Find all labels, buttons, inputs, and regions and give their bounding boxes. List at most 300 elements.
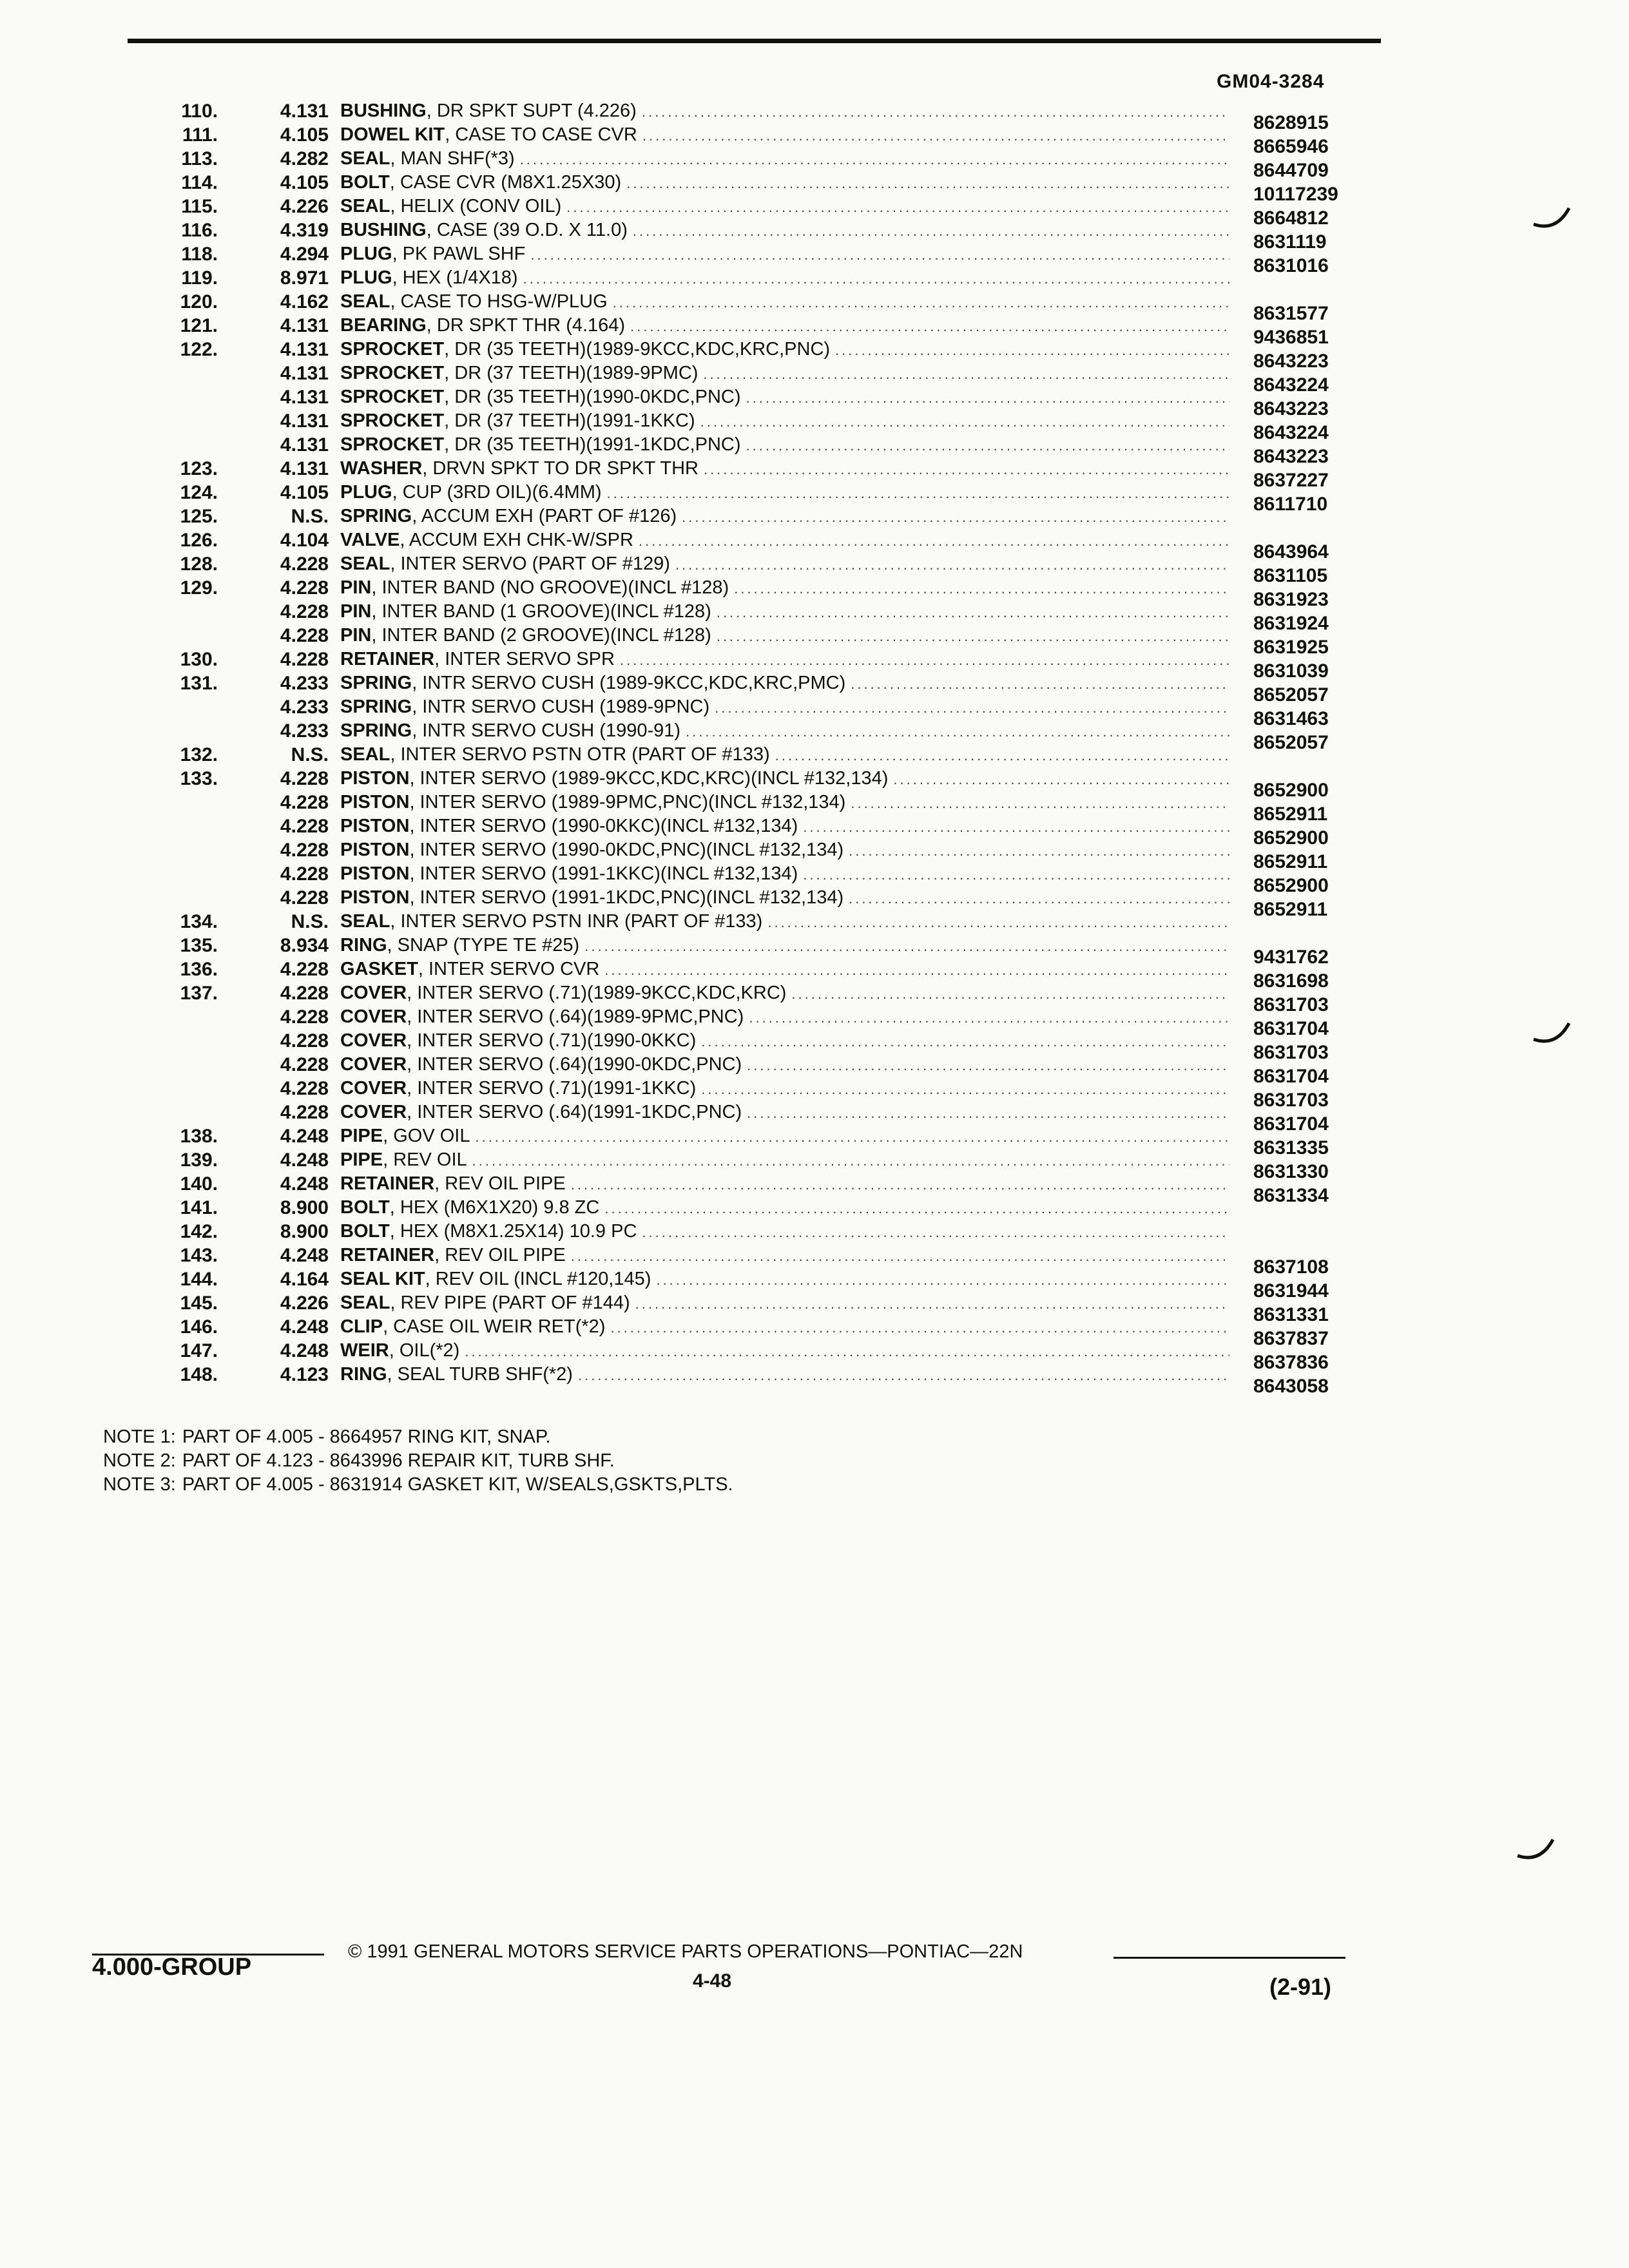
part-number: 8631119 [1253,231,1327,253]
part-detail: , DR (37 TEETH)(1991-1KKC) [444,410,695,431]
part-detail: , INTER SERVO (1989-9PMC,PNC)(INCL #132,134) [409,792,846,812]
part-name: PISTON [340,768,410,789]
group-number: 4.105 [280,172,329,193]
part-detail: , CASE (39 O.D. X 11.0) [426,220,628,240]
part-number: 8637837 [1253,1328,1329,1349]
part-detail: , INTER SERVO CVR [418,959,600,979]
table-row [0,1148,1629,1182]
part-description [340,505,1229,529]
part-number: 8643224 [1253,374,1329,396]
part-description [340,910,1229,934]
group-number: 4.228 [280,768,329,789]
part-description [340,1148,1229,1173]
part-number: 8631704 [1253,1066,1329,1087]
group-number: 4.228 [280,863,329,885]
part-detail: , CASE OIL WEIR RET(*2) [383,1316,606,1337]
part-description [340,1077,1229,1101]
part-description [340,266,1229,291]
item-number: 144. [180,1269,218,1290]
part-detail: , DR (35 TEETH)(1991-1KDC,PNC) [444,434,741,455]
table-row [0,1220,1629,1244]
part-number: 8637227 [1253,470,1329,491]
part-name: RING [340,1364,387,1385]
part-name: PIN [340,577,372,598]
table-row [0,957,1629,992]
part-name: SEAL [340,553,390,574]
item-number: 120. [180,291,218,312]
item-number: 114. [181,172,218,193]
item-number: 135. [180,935,218,956]
table-row [0,99,1629,133]
group-number: 4.228 [280,577,329,599]
part-description [340,481,1229,505]
part-number: 8643223 [1253,351,1329,372]
part-name: SEAL [340,744,390,765]
part-number: 8652900 [1253,780,1329,801]
table-row [0,528,1629,562]
item-number: 116. [181,220,218,241]
part-name: SPROCKET [340,387,445,407]
item-number: 122. [180,339,218,360]
part-number: 8631924 [1253,613,1329,634]
part-description [340,314,1229,338]
item-number: 139. [180,1149,218,1171]
part-name: SEAL [340,291,390,312]
item-number: 110. [181,101,218,122]
part-number: 8637108 [1253,1256,1329,1278]
part-number: 8631463 [1253,708,1329,729]
part-number: 8631925 [1253,637,1329,658]
part-description [340,695,1229,720]
group-number: 4.248 [280,1340,329,1361]
part-detail: , CASE TO HSG-W/PLUG [390,291,608,312]
part-name: PISTON [340,863,410,884]
part-description [340,290,1229,314]
part-name: PLUG [340,244,392,264]
part-description [340,528,1229,553]
part-number: 9431762 [1253,947,1329,968]
footer-copyright: © 1991 GENERAL MOTORS SERVICE PARTS OPERATIONS—PONTIAC—22N [348,1941,1023,1962]
part-description [340,791,1229,815]
part-description [340,338,1229,362]
part-description [340,671,1229,696]
part-number: 8664812 [1253,207,1329,229]
table-row [0,1029,1629,1063]
table-row [0,1124,1629,1158]
part-number: 8643223 [1253,446,1329,467]
part-detail: , PK PAWL SHF [392,244,526,264]
note-label: NOTE 2: [103,1450,176,1471]
notes-section [103,1425,740,1497]
part-detail: , DR (35 TEETH)(1989-9KCC,KDC,KRC,PNC) [444,339,831,360]
group-number: 4.131 [280,363,329,384]
part-name: CLIP [340,1316,383,1337]
table-row [0,266,1629,290]
note-line [103,1425,740,1449]
part-name: PISTON [340,816,410,836]
note-text: PART OF 4.123 - 8643996 REPAIR KIT, TURB SHF. [182,1450,615,1471]
part-number: 8665946 [1253,136,1329,157]
part-name: BOLT [340,1221,390,1242]
part-description [340,957,1229,982]
part-number: 8652911 [1253,803,1328,825]
note-line [103,1449,740,1473]
note-text: PART OF 4.005 - 8631914 GASKET KIT, W/SEALS,GSKTS,PLTS. [182,1474,733,1495]
part-description [340,1029,1229,1053]
part-detail: , INTER SERVO SPR [434,649,615,669]
table-row [0,910,1629,934]
part-description [340,361,1229,386]
item-number: 145. [180,1293,218,1314]
part-detail: , INTR SERVO CUSH (1989-9KCC,KDC,KRC,PMC) [412,673,846,693]
table-row [0,981,1629,1015]
part-name: DOWEL KIT [340,124,445,145]
group-number: 4.228 [280,792,329,813]
part-description [340,886,1229,910]
part-number: 8637836 [1253,1352,1329,1373]
group-number: 4.131 [280,339,329,360]
part-detail: , INTER BAND (NO GROOVE)(INCL #128) [371,577,729,598]
part-name: COVER [340,1006,407,1027]
part-number: 8652057 [1253,684,1329,706]
table-row [0,648,1629,682]
group-number: N.S. [291,506,329,527]
group-number: 4.228 [280,959,329,980]
part-description [340,99,1229,124]
document-id: GM04-3284 [1217,71,1325,92]
group-number: 4.228 [280,816,329,837]
part-detail: , INTER SERVO (1989-9KCC,KDC,KRC)(INCL #132,134) [409,768,889,789]
part-name: SPROCKET [340,339,445,360]
part-detail: , HELIX (CONV OIL) [390,196,562,216]
item-number: 141. [180,1197,218,1218]
part-detail: , SNAP (TYPE TE #25) [387,935,580,956]
part-detail: , INTER SERVO (1990-0KKC)(INCL #132,134) [409,816,798,836]
part-name: RETAINER [340,1173,435,1194]
table-row [0,1172,1629,1206]
part-description [340,1339,1229,1363]
check-mark-icon [1530,205,1576,231]
group-number: 4.228 [280,1006,329,1028]
table-row [0,1005,1629,1039]
part-number: 8643058 [1253,1376,1329,1397]
part-name: SEAL KIT [340,1269,425,1289]
part-detail: , INTER SERVO PSTN OTR (PART OF #133) [390,744,770,765]
item-number: 131. [180,673,218,694]
table-row [0,600,1629,634]
part-number: 8631016 [1253,255,1329,276]
part-name: PISTON [340,840,410,860]
group-number: 4.105 [280,482,329,503]
table-row [0,481,1629,515]
part-detail: , INTER SERVO (.71)(1989-9KCC,KDC,KRC) [407,983,787,1003]
part-detail: , GOV OIL [383,1126,470,1146]
part-number: 8631698 [1253,970,1329,992]
part-name: RING [340,935,387,956]
part-detail: , OIL(*2) [389,1340,460,1361]
part-detail: , INTER BAND (1 GROOVE)(INCL #128) [371,601,711,622]
table-row [0,385,1629,419]
part-name: PIN [340,601,372,622]
part-name: RETAINER [340,1245,435,1265]
table-row [0,171,1629,205]
table-row [0,552,1629,586]
part-number: 8652057 [1253,732,1329,753]
part-name: SEAL [340,1293,390,1313]
table-row [0,218,1629,253]
part-description [340,1100,1229,1125]
group-number: 4.233 [280,697,329,718]
part-description [340,648,1229,672]
part-number: 8631331 [1253,1304,1329,1325]
group-number: 4.282 [280,148,329,169]
part-detail: , INTER SERVO (.64)(1990-0KDC,PNC) [407,1054,742,1075]
part-detail: , REV OIL PIPE [434,1245,566,1265]
table-row [0,361,1629,396]
table-row [0,671,1629,706]
item-number: 124. [180,482,218,503]
part-name: SEAL [340,148,390,169]
part-detail: , INTER SERVO (1991-1KKC)(INCL #132,134) [409,863,798,884]
part-number: 8652900 [1253,875,1329,896]
part-name: WEIR [340,1340,389,1361]
part-description [340,1172,1229,1196]
part-name: PISTON [340,887,410,908]
part-name: COVER [340,1054,407,1075]
group-number: N.S. [291,744,329,765]
note-label: NOTE 3: [103,1474,176,1495]
table-row [0,1053,1629,1087]
table-row [0,695,1629,729]
footer-rule-right [1113,1957,1345,1959]
table-row [0,1100,1629,1135]
part-name: SEAL [340,911,390,932]
item-number: 118. [181,244,218,265]
part-detail: , INTER SERVO (.64)(1989-9PMC,PNC) [407,1006,744,1027]
part-name: PIPE [340,1149,383,1170]
part-number: 8643964 [1253,541,1329,562]
part-description [340,433,1229,457]
table-row [0,314,1629,348]
part-number: 8652900 [1253,827,1329,849]
date-code: (2-91) [1269,1974,1332,2000]
part-number: 8631704 [1253,1018,1329,1039]
part-description [340,1244,1229,1268]
part-description [340,195,1229,219]
part-number: 8631703 [1253,994,1329,1015]
table-row [0,1267,1629,1302]
group-number: 4.226 [280,196,329,217]
part-description [340,862,1229,887]
part-name: SPROCKET [340,410,445,431]
group-number: 4.131 [280,101,329,122]
part-detail: , REV OIL PIPE [434,1173,566,1194]
table-row [0,1291,1629,1325]
check-mark-icon [1514,1836,1559,1862]
item-number: 128. [180,553,218,575]
part-detail: , INTER SERVO (1990-0KDC,PNC)(INCL #132,134) [409,840,844,860]
table-row [0,290,1629,324]
part-description [340,171,1229,195]
part-number: 8631334 [1253,1185,1329,1206]
part-name: PIN [340,625,372,646]
part-detail: , HEX (M8X1.25X14) 10.9 PC [389,1221,637,1242]
part-description [340,242,1229,267]
group-number: 8.934 [280,935,329,956]
table-row [0,123,1629,157]
group-number: 4.248 [280,1149,329,1171]
part-description [340,457,1229,481]
part-detail: , INTER SERVO (.71)(1991-1KKC) [407,1078,697,1099]
part-number: 8631039 [1253,660,1329,682]
table-row [0,457,1629,491]
table-row [0,576,1629,610]
group-number: 4.228 [280,1054,329,1075]
part-name: SPRING [340,697,412,717]
table-row [0,1244,1629,1278]
part-description [340,767,1229,791]
item-number: 146. [180,1316,218,1338]
group-number: 4.164 [280,1269,329,1290]
part-number: 8644709 [1253,160,1329,181]
table-row [0,147,1629,181]
part-detail: , INTER SERVO (PART OF #129) [390,553,670,574]
part-description [340,385,1229,410]
part-name: SPROCKET [340,363,445,383]
part-name: SPRING [340,506,412,526]
part-name: PLUG [340,267,392,288]
item-number: 132. [180,744,218,765]
part-description [340,814,1229,839]
part-detail: , CASE TO CASE CVR [445,124,637,145]
table-row [0,409,1629,443]
table-row [0,838,1629,872]
part-number: 8643224 [1253,422,1329,443]
item-number: 113. [181,148,218,169]
group-number: 4.131 [280,315,329,336]
page-number: 4-48 [693,1970,732,1992]
item-number: 126. [180,530,218,551]
part-number: 8631335 [1253,1137,1329,1158]
group-number: 4.228 [280,553,329,575]
part-detail: , REV PIPE (PART OF #144) [390,1293,630,1313]
group-number: 4.131 [280,458,329,479]
item-number: 115. [181,196,218,217]
part-description [340,1053,1229,1077]
part-description [340,600,1229,624]
part-description [340,1267,1229,1292]
group-number: 4.131 [280,410,329,432]
part-name: BOLT [340,172,390,193]
table-row [0,195,1629,229]
part-detail: , ACCUM EXH CHK-W/SPR [400,530,633,550]
part-description [340,838,1229,863]
part-name: BUSHING [340,220,427,240]
part-number: 8631703 [1253,1090,1329,1111]
item-number: 147. [180,1340,218,1361]
item-number: 143. [180,1245,218,1266]
group-number: 4.162 [280,291,329,312]
part-detail: , REV OIL (INCL #120,145) [425,1269,651,1289]
part-description [340,1291,1229,1316]
group-number: 4.294 [280,244,329,265]
table-row [0,433,1629,467]
group-number: 4.233 [280,673,329,694]
part-detail: , INTR SERVO CUSH (1990-91) [412,720,681,741]
group-number: 4.131 [280,387,329,408]
part-name: SPROCKET [340,434,445,455]
part-number: 8652911 [1253,851,1328,872]
part-detail: , CUP (3RD OIL)(6.4MM) [392,482,602,503]
part-number: 8631703 [1253,1042,1329,1063]
item-number: 130. [180,649,218,670]
part-number: 8611710 [1253,494,1328,515]
part-number: 8631944 [1253,1280,1329,1302]
group-number: 4.226 [280,1293,329,1314]
group-number: 4.248 [280,1245,329,1266]
part-detail: , INTER BAND (2 GROOVE)(INCL #128) [371,625,711,646]
group-number: 4.228 [280,649,329,670]
group-number: 4.228 [280,1078,329,1099]
part-detail: , INTER SERVO PSTN INR (PART OF #133) [390,911,763,932]
part-detail: , CASE CVR (M8X1.25X30) [389,172,622,193]
part-name: PISTON [340,792,410,812]
table-row [0,1196,1629,1220]
group-number: 4.228 [280,840,329,861]
part-number: 10117239 [1253,184,1338,205]
part-name: BOLT [340,1197,390,1218]
part-name: COVER [340,1102,407,1122]
item-number: 121. [180,315,218,336]
group-number: 8.971 [280,267,329,289]
part-description [340,409,1229,434]
part-detail: , DR SPKT THR (4.164) [426,315,626,336]
part-name: VALVE [340,530,400,550]
parts-list [0,99,1629,1397]
part-description [340,576,1229,601]
item-number: 142. [180,1221,218,1242]
group-number: 8.900 [280,1197,329,1218]
part-name: COVER [340,983,407,1003]
item-number: 129. [180,577,218,599]
part-detail: , HEX (1/4X18) [392,267,518,288]
group-number: 4.104 [280,530,329,551]
part-number: 8631923 [1253,589,1329,610]
table-row [0,1077,1629,1111]
part-detail: , INTR SERVO CUSH (1989-9PNC) [412,697,710,717]
table-row [0,338,1629,372]
item-number: 119. [181,267,218,289]
part-description [340,1220,1229,1244]
item-number: 148. [180,1364,218,1385]
part-description [340,147,1229,171]
table-row [0,934,1629,968]
table-row [0,743,1629,767]
item-number: 134. [180,911,218,932]
table-row [0,767,1629,801]
part-description [340,981,1229,1006]
group-number: 4.228 [280,601,329,622]
item-number: 138. [180,1126,218,1147]
item-number: 123. [180,458,218,479]
top-rule [128,39,1381,43]
part-detail: , DR SPKT SUPT (4.226) [426,101,637,121]
table-row [0,1339,1629,1373]
note-line [103,1473,740,1497]
part-name: GASKET [340,959,418,979]
table-row [0,886,1629,920]
table-row [0,624,1629,658]
